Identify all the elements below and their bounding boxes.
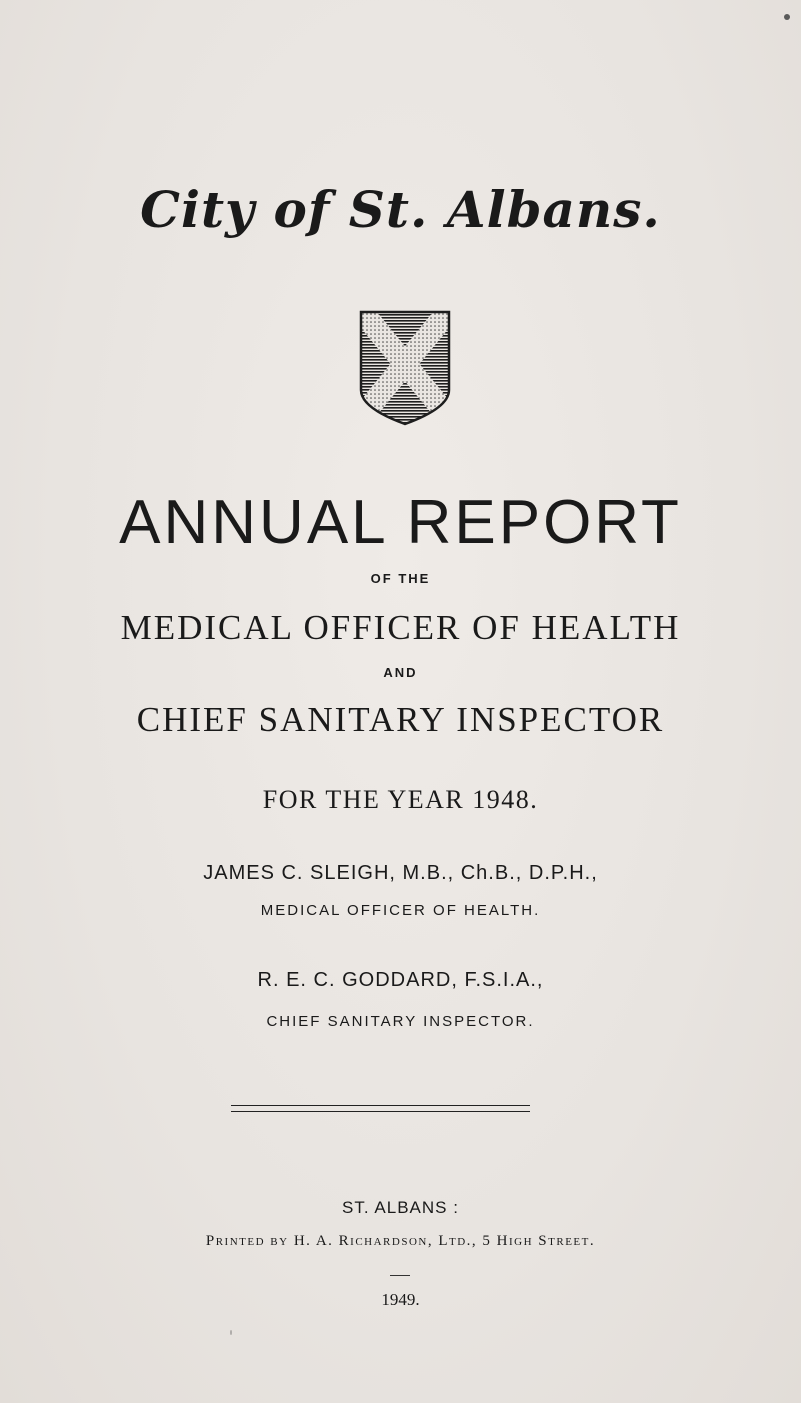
officer-name-1: JAMES C. SLEIGH, M.B., Ch.B., D.P.H., bbox=[203, 862, 598, 884]
city-title: City of St. Albans. bbox=[140, 180, 661, 239]
paper-speck bbox=[230, 1330, 232, 1335]
imprint-year: 1949. bbox=[381, 1290, 420, 1309]
divider-rule-top bbox=[231, 1105, 530, 1106]
officer-role-1: MEDICAL OFFICER OF HEALTH. bbox=[260, 902, 541, 919]
officer-name-2: R. E. C. GODDARD, F.S.I.A., bbox=[257, 969, 544, 991]
saltire-shield-icon bbox=[357, 308, 453, 428]
paper-speck bbox=[784, 14, 790, 20]
report-title: ANNUAL REPORT bbox=[119, 488, 682, 557]
of-the-label: OF THE bbox=[370, 571, 431, 586]
imprint-printer: Printed by H. A. Richardson, Ltd., 5 High Street. bbox=[205, 1233, 596, 1249]
divider-rule-bottom bbox=[231, 1111, 530, 1112]
and-label: AND bbox=[383, 665, 418, 680]
report-year-line: FOR THE YEAR 1948. bbox=[262, 785, 539, 814]
officer-role-2: CHIEF SANITARY INSPECTOR. bbox=[266, 1013, 535, 1030]
imprint-dash bbox=[390, 1275, 410, 1276]
subtitle-chief-inspector: CHIEF SANITARY INSPECTOR bbox=[136, 700, 665, 739]
imprint-place: ST. ALBANS : bbox=[342, 1198, 459, 1217]
subtitle-medical-officer: MEDICAL OFFICER OF HEALTH bbox=[120, 608, 681, 647]
